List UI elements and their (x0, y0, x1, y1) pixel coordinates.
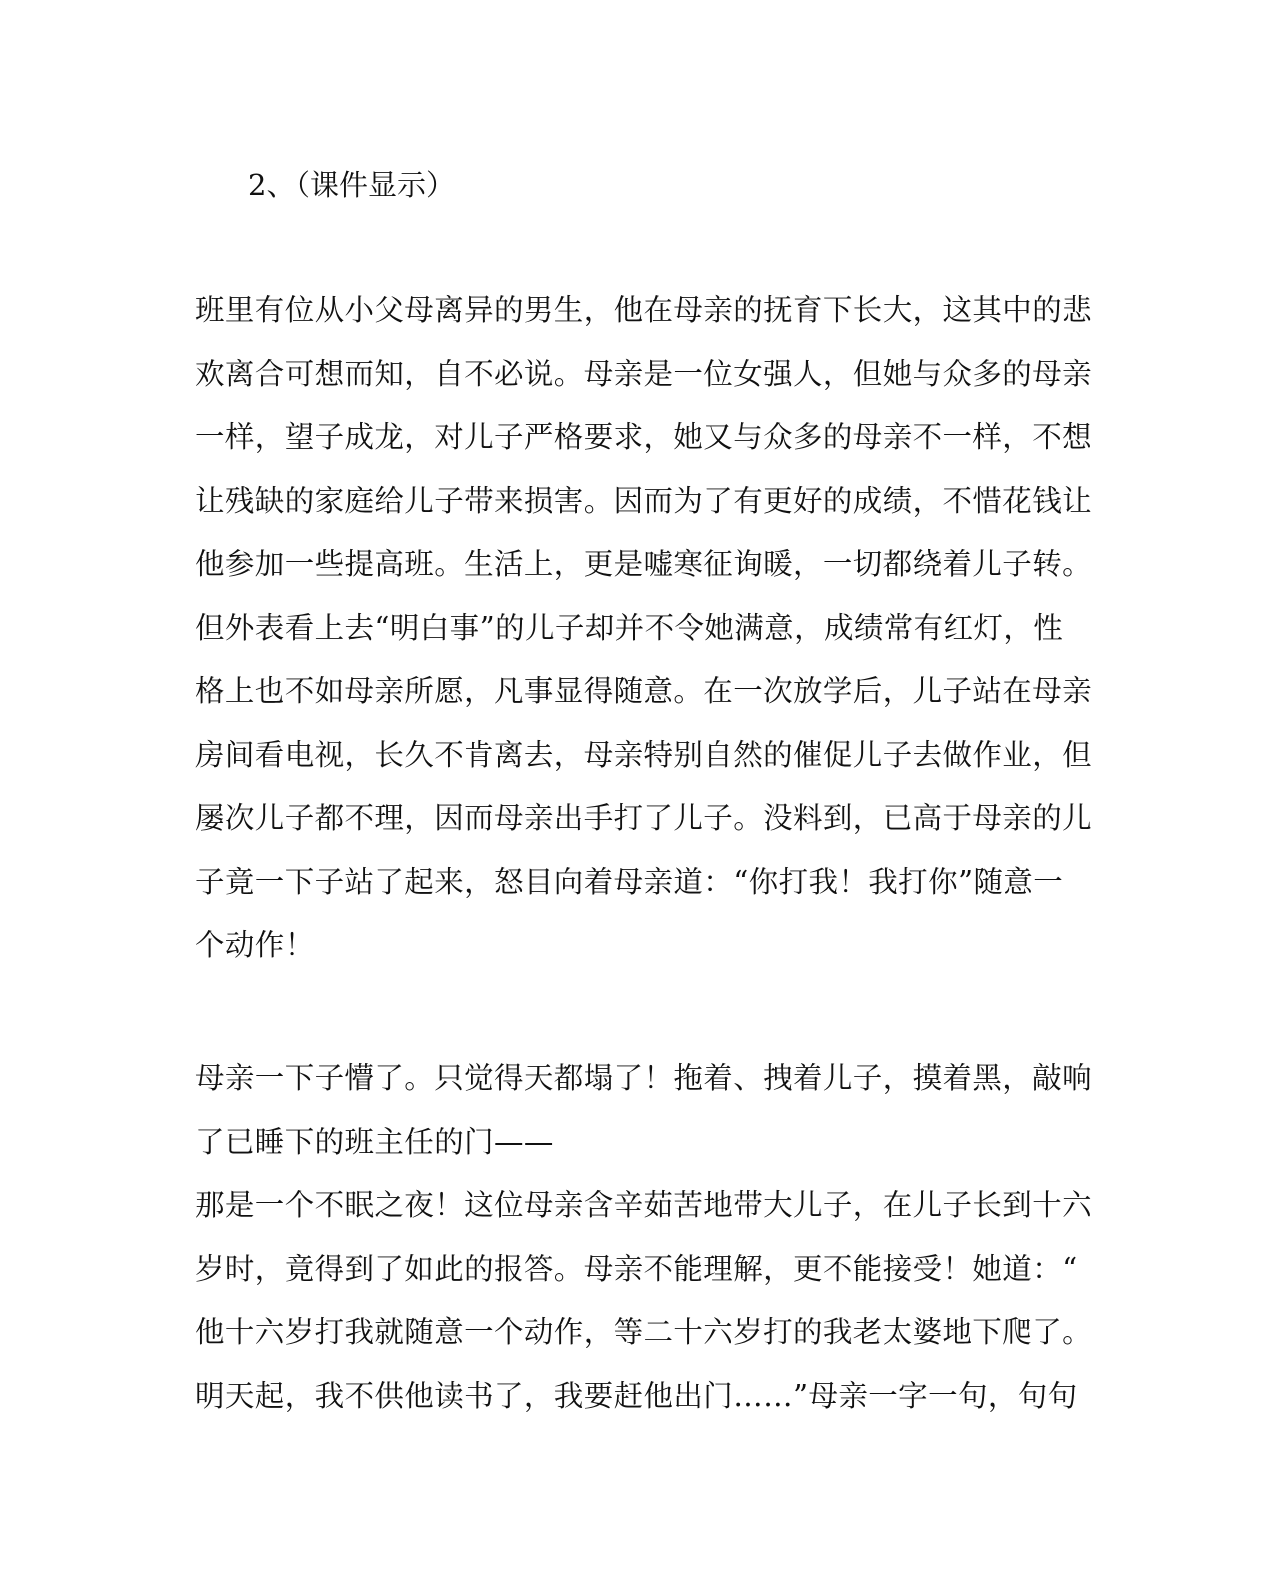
text-line: 子竟一下子站了起来，怒目向着母亲道：“你打我！我打你”随意一 (195, 864, 1064, 899)
text-line: 他十六岁打我就随意一个动作，等二十六岁打的我老太婆地下爬了。 (195, 1315, 1093, 1349)
text-line: 那是一个不眠之夜！这位母亲含辛茹苦地带大儿子，在儿子长到十六 (195, 1188, 1093, 1222)
text-line: 明天起，我不供他读书了，我要赶他出门……”母亲一字一句，句句 (195, 1378, 1078, 1413)
text-line: 岁时，竟得到了如此的报答。母亲不能理解，更不能接受！她道：“ (195, 1251, 1078, 1286)
section-heading: 2、（课件显示） (248, 168, 455, 202)
paragraph-2 (195, 1047, 1093, 1428)
text-line: 一样，望子成龙，对儿子严格要求，她又与众多的母亲不一样，不想 (195, 420, 1093, 454)
text-line: 了已睡下的班主任的门—— (195, 1124, 554, 1159)
text-line: 让残缺的家庭给儿子带来损害。因而为了有更好的成绩，不惜花钱让 (195, 483, 1093, 518)
paragraph-1 (195, 279, 1093, 978)
text-line: 班里有位从小父母离异的男生，他在母亲的抚育下长大，这其中的悲 (195, 293, 1093, 327)
text-line: 母亲一下子懵了。只觉得天都塌了！拖着、拽着儿子，摸着黑，敲响 (195, 1061, 1093, 1095)
text-line: 屡次儿子都不理，因而母亲出手打了儿子。没料到，已高于母亲的儿 (195, 801, 1093, 835)
text-line: 欢离合可想而知，自不必说。母亲是一位女强人，但她与众多的母亲 (195, 356, 1093, 391)
text-line: 房间看电视，长久不肯离去，母亲特别自然的催促儿子去做作业，但 (195, 737, 1093, 772)
text-line: 格上也不如母亲所愿，凡事显得随意。在一次放学后，儿子站在母亲 (195, 674, 1093, 708)
text-line: 他参加一些提高班。生活上，更是嘘寒征询暖，一切都绕着儿子转。 (195, 547, 1093, 581)
text-line: 个动作！ (195, 928, 315, 962)
text-line: 但外表看上去“明白事”的儿子却并不令她满意，成绩常有红灯，性 (195, 610, 1064, 645)
